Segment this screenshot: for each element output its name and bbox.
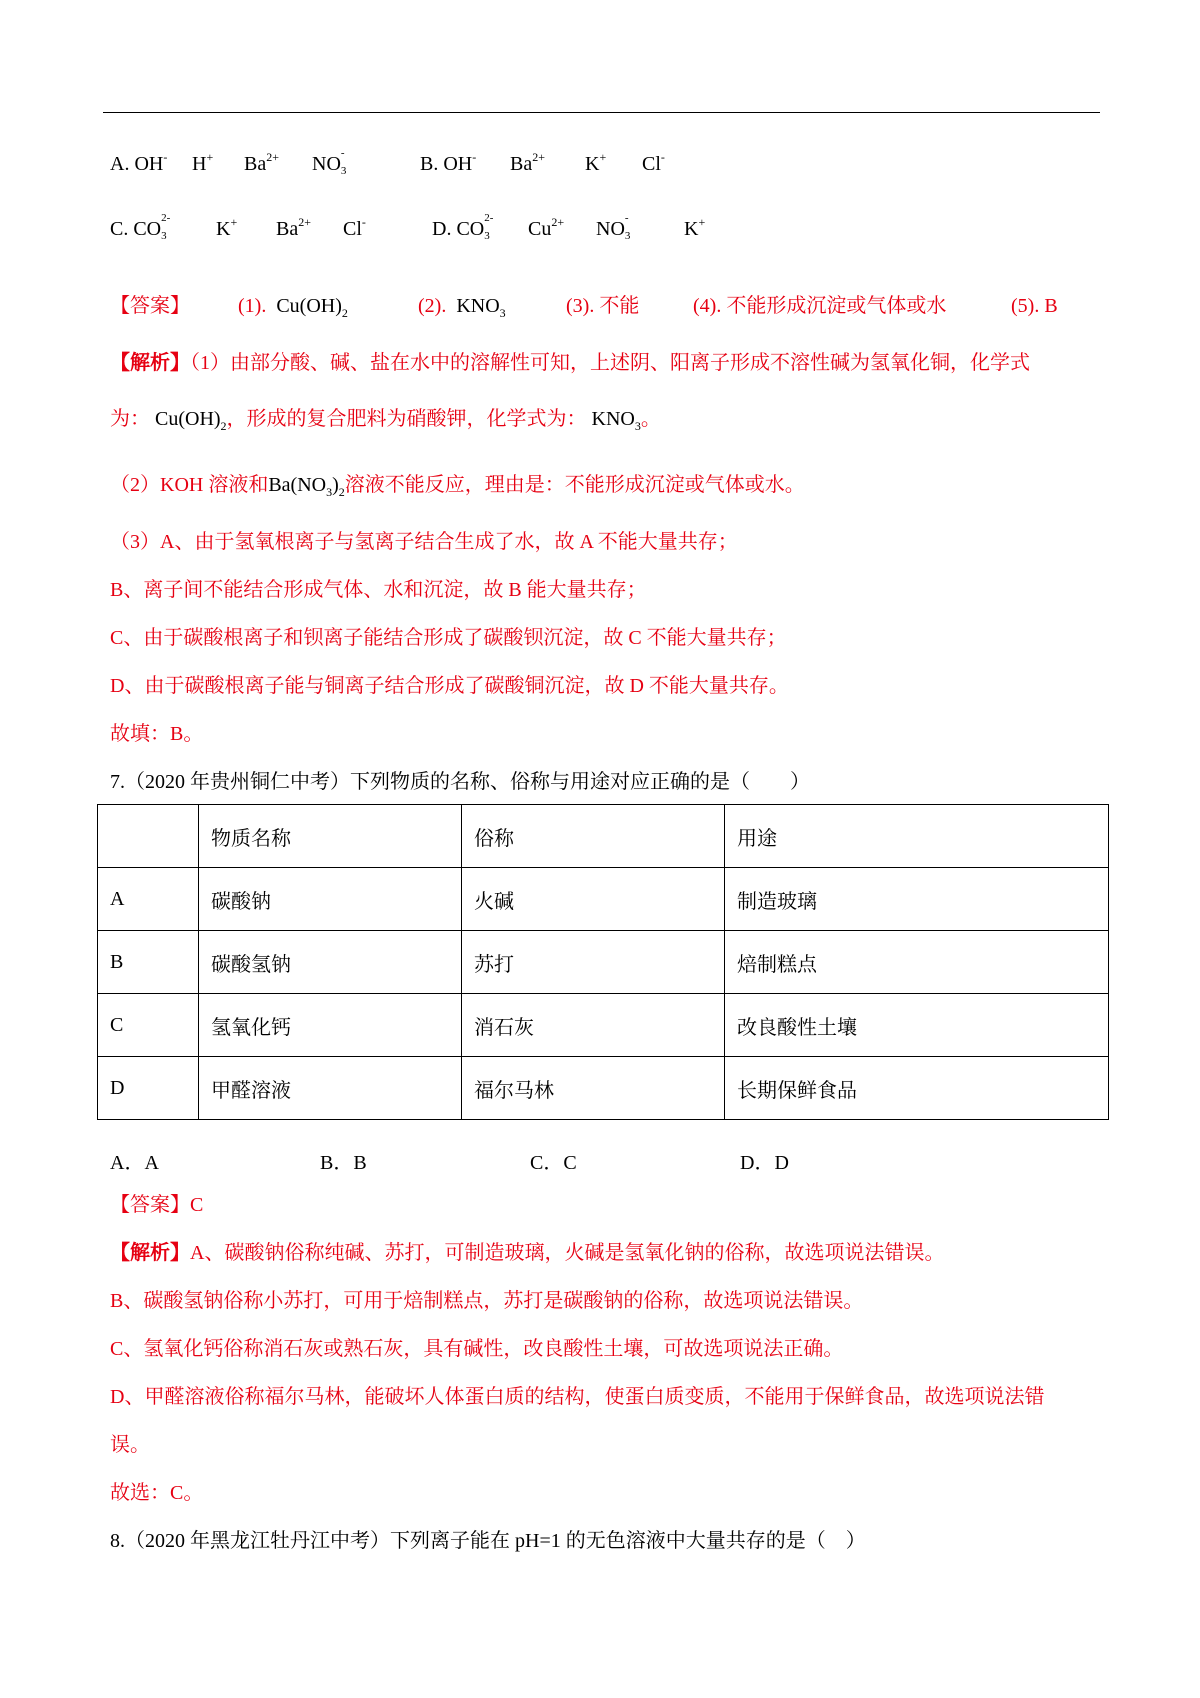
analysis-q7-line3: C、氢氧化钙俗称消石灰或熟石灰，具有碱性，改良酸性土壤，可故选项说法正确。 bbox=[110, 1338, 844, 1360]
analysis-q7-line2: B、碳酸氢钠俗称小苏打，可用于焙制糕点，苏打是碳酸钠的俗称，故选项说法错误。 bbox=[110, 1290, 864, 1312]
table-row bbox=[98, 868, 1109, 931]
answer-q7: 【答案】C bbox=[110, 1194, 204, 1216]
table-cell: 物质名称 bbox=[199, 805, 462, 868]
option-d-cu: $Cu^{2+}$ bbox=[528, 215, 565, 240]
analysis-q6-line4: （3）A、由于氢氧根离子与氢离子结合生成了水，故 A 不能大量共存； bbox=[110, 531, 738, 553]
table-cell: A bbox=[98, 868, 199, 931]
header-rule bbox=[103, 112, 1100, 113]
answer-q6-4: (4). 不能形成沉淀或气体或水 bbox=[693, 295, 947, 317]
table-row bbox=[98, 994, 1109, 1057]
option-b-cl: Cl- bbox=[642, 150, 665, 175]
option-c-ba: $Ba^{2+}$ bbox=[276, 215, 311, 240]
analysis-q6-line1: 【解析】（1）由部分酸、碱、盐在水中的溶解性可知，上述阴、阳离子形成不溶性碱为氢氧化铜，化学式 bbox=[110, 352, 1030, 374]
option-a-no3: NO - 3 bbox=[312, 147, 347, 178]
question-7-stem: 7.（2020 年贵州铜仁中考）下列物质的名称、俗称与用途对应正确的是（ ） bbox=[110, 771, 810, 793]
table-cell: B bbox=[98, 931, 199, 994]
question-7-table bbox=[97, 804, 1109, 1120]
question-8-stem: 8.（2020 年黑龙江牡丹江中考）下列离子能在 pH=1 的无色溶液中大量共存的是（ ） bbox=[110, 1530, 866, 1552]
table-row bbox=[98, 1057, 1109, 1120]
option-a-ba: $Ba^{2+}$ bbox=[244, 150, 279, 175]
table-row bbox=[98, 931, 1109, 994]
answer-q6-tag: 【答案】 bbox=[110, 295, 190, 317]
analysis-q7-line1: 【解析】A、碳酸钠俗称纯碱、苏打，可制造玻璃，火碱是氢氧化钠的俗称，故选项说法错误。 bbox=[110, 1242, 945, 1264]
option-c-cl: Cl- bbox=[343, 215, 366, 240]
table-cell: 用途 bbox=[725, 805, 1109, 868]
table-cell bbox=[98, 805, 199, 868]
analysis-q7-line4: D、甲醛溶液俗称福尔马林，能破坏人体蛋白质的结构，使蛋白质变质，不能用于保鲜食品，故选项说法错 bbox=[110, 1386, 1045, 1408]
table-cell: 制造玻璃 bbox=[725, 868, 1109, 931]
table-cell: 焙制糕点 bbox=[725, 931, 1109, 994]
q7-option-c: C．C bbox=[530, 1152, 577, 1174]
table-cell: 氢氧化钙 bbox=[199, 994, 462, 1057]
table-cell: C bbox=[98, 994, 199, 1057]
table-cell: 福尔马林 bbox=[462, 1057, 725, 1120]
option-b-k: K+ bbox=[585, 150, 607, 175]
option-b-ba: $Ba^{2+}$ bbox=[510, 150, 545, 175]
option-a: A. OH- bbox=[110, 150, 168, 175]
table-cell: 碳酸钠 bbox=[199, 868, 462, 931]
answer-q6-1: (1). $Cu(OH)_2$ bbox=[238, 295, 348, 320]
analysis-q6-line8: 故填：B。 bbox=[110, 723, 204, 745]
answer-q6-3: (3). 不能 bbox=[566, 295, 640, 317]
option-d: D. CO 2- 3 bbox=[432, 212, 494, 243]
table-cell: 俗称 bbox=[462, 805, 725, 868]
table-cell: 苏打 bbox=[462, 931, 725, 994]
table-cell: 碳酸氢钠 bbox=[199, 931, 462, 994]
answer-q6-2: (2). $KNO_3$ bbox=[418, 295, 506, 320]
analysis-q6-line6: C、由于碳酸根离子和钡离子能结合形成了碳酸钡沉淀，故 C 不能大量共存； bbox=[110, 627, 787, 649]
table-cell: 甲醛溶液 bbox=[199, 1057, 462, 1120]
option-c-k: K+ bbox=[216, 215, 238, 240]
option-c: C. CO 2- 3 bbox=[110, 212, 171, 243]
table-header-row bbox=[98, 805, 1109, 868]
q7-option-d: D．D bbox=[740, 1152, 789, 1174]
option-a-h: H+ bbox=[192, 150, 214, 175]
option-d-k: K+ bbox=[684, 215, 706, 240]
analysis-q6-line7: D、由于碳酸根离子能与铜离子结合形成了碳酸铜沉淀，故 D 不能大量共存。 bbox=[110, 675, 789, 697]
analysis-q6-line2: 为： $Cu(OH)_2$，形成的复合肥料为硝酸钾，化学式为： $KNO_3$。 bbox=[110, 408, 661, 433]
analysis-q6-line3: （2）KOH 溶液和$Ba(NO_3)_2$溶液不能反应，理由是：不能形成沉淀或气体或水。 bbox=[110, 474, 805, 499]
table-cell: 长期保鲜食品 bbox=[725, 1057, 1109, 1120]
table-cell: D bbox=[98, 1057, 199, 1120]
table-cell: 消石灰 bbox=[462, 994, 725, 1057]
table-cell: 改良酸性土壤 bbox=[725, 994, 1109, 1057]
option-b: B. OH- bbox=[420, 150, 477, 175]
table-cell: 火碱 bbox=[462, 868, 725, 931]
q7-option-b: B．B bbox=[320, 1152, 367, 1174]
q7-option-a: A．A bbox=[110, 1152, 159, 1174]
analysis-q6-line5: B、离子间不能结合形成气体、水和沉淀，故 B 能大量共存； bbox=[110, 579, 647, 601]
answer-q6-5: (5). B bbox=[1011, 295, 1058, 317]
option-d-no3: NO - 3 bbox=[596, 212, 631, 243]
analysis-q7-line5: 误。 bbox=[110, 1434, 150, 1456]
analysis-q7-line6: 故选：C。 bbox=[110, 1482, 204, 1504]
